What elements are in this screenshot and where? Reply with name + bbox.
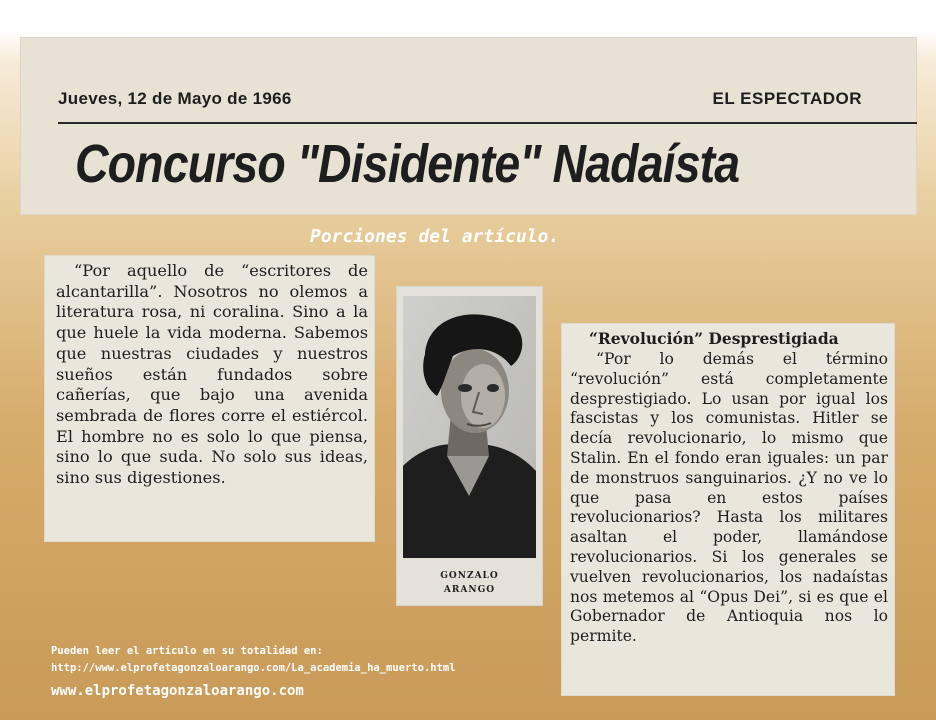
excerpt-right-clipping	[561, 323, 895, 696]
portrait-clipping	[396, 286, 543, 606]
newspaper-name: EL ESPECTADOR	[712, 89, 862, 108]
excerpt-right-title: “Revolución” Desprestigiada	[589, 329, 839, 348]
footer-note-line1: Pueden leer el artículo en su totalidad en:	[51, 645, 323, 657]
excerpt-left-clipping	[44, 255, 375, 542]
footer-site-link[interactable]: www.elprofetagonzaloarango.com	[51, 683, 304, 699]
caption: Porciones del artículo.	[310, 226, 560, 247]
footer-note	[51, 643, 456, 677]
headline: Concurso "Disidente" Nadaísta	[75, 134, 740, 194]
portrait-name-first: GONZALO	[440, 571, 499, 581]
portrait-photo	[403, 296, 536, 558]
footer-article-link[interactable]: http://www.elprofetagonzaloarango.com/La_academia_ha_muerto.html	[51, 662, 456, 674]
dateline: Jueves, 12 de Mayo de 1966	[58, 89, 292, 108]
excerpt-left-text: “Por aquello de “escritores de alcantarilla”. Nosotros no olemos a literatura rosa, ni coralina. Sino a la que huele la vida moderna. Sabemos que nuestras ciudades y nuestros sueños están fundados sobre cañerías, que bajo una avenida sembrada de flores corre el estiércol. El hombre no es solo lo que piensa, sino lo que suda. No solo sus ideas, sino sus digestiones.	[56, 261, 368, 488]
excerpt-right-text: “Por lo demás el término “revolución” está completamente desprestigiado. Lo usan por igual los fascistas y los comunistas. Hitler se decía revolucionario, lo mismo que Stalin. En el fondo eran iguales: un par de monstruos sanguinarios. ¿Y no ve lo que pasa en estos países revolucionarios? Hasta los militares asaltan el poder, llamándose revolucionarios. Si los generales se vuelven revolucionarios, los nadaístas nos metemos al “Opus Dei”, si es que el Gobernador de Antioquia nos lo permite.	[570, 350, 888, 646]
portrait-name-last: ARANGO	[443, 585, 496, 595]
newspaper-header-clipping	[20, 37, 917, 215]
header-rule	[58, 122, 917, 124]
